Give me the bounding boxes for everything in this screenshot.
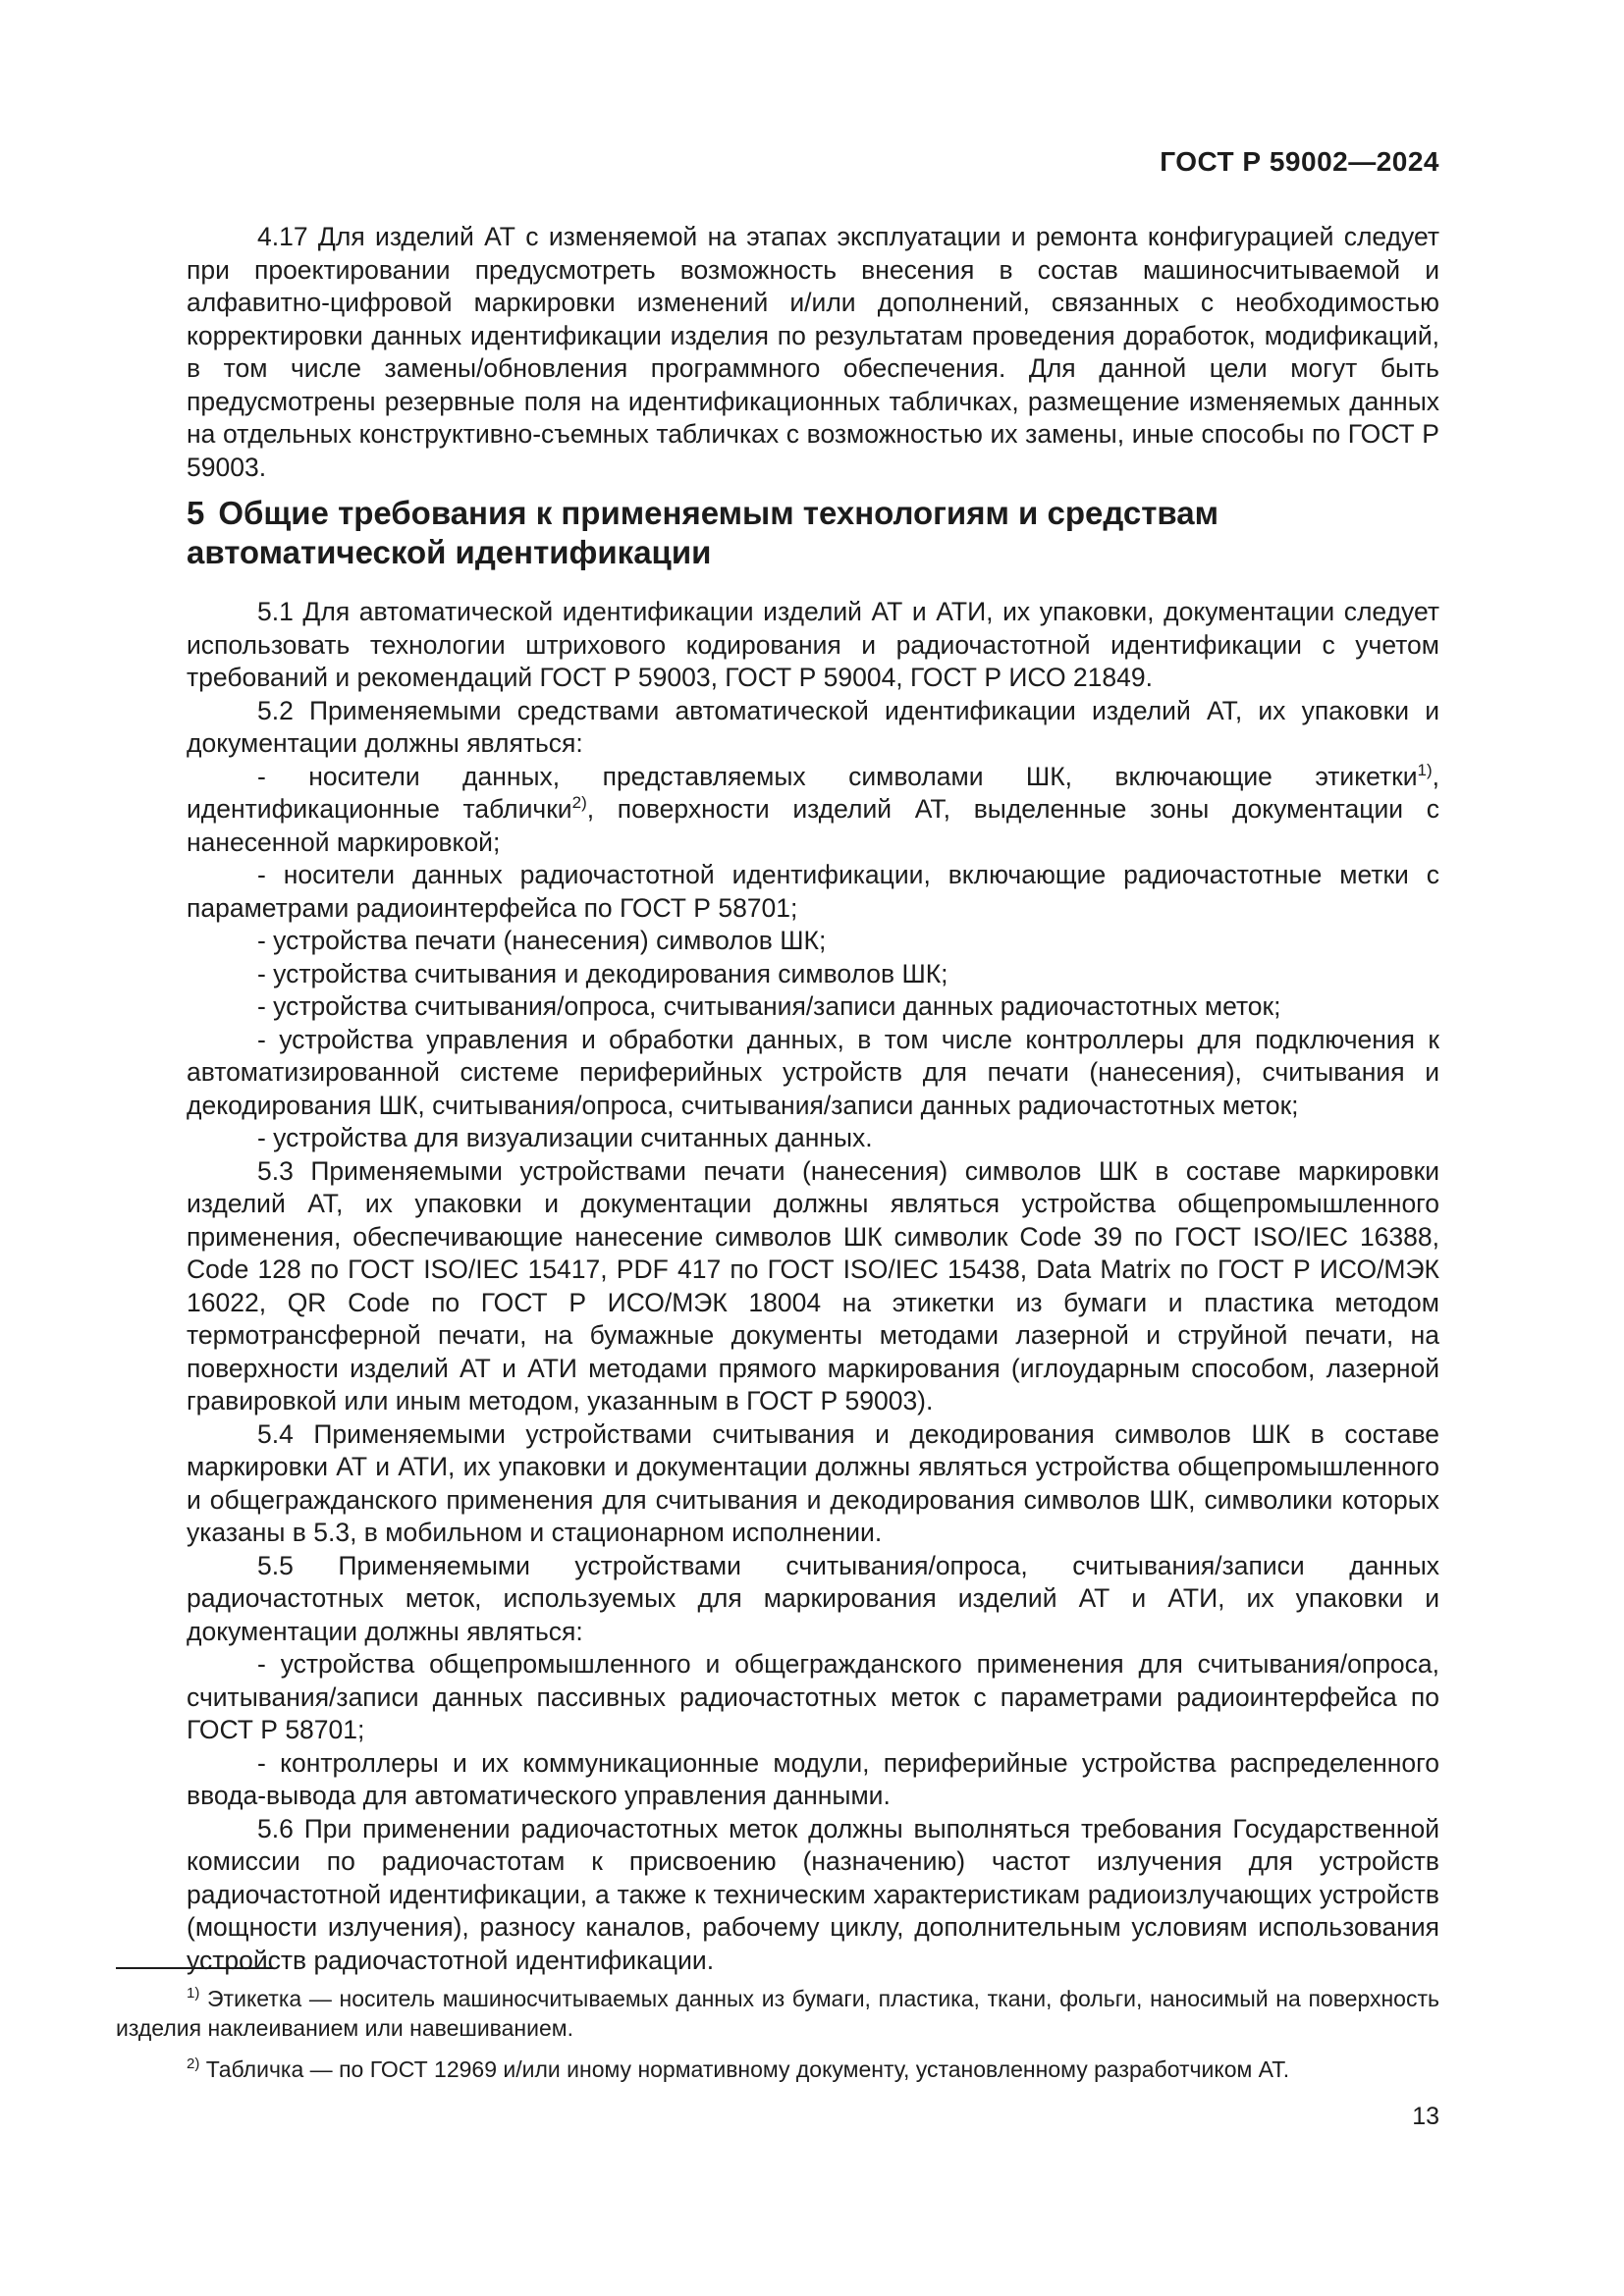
footnote-2	[116, 2055, 1439, 2084]
list-item: - носители данных, представляемых символами ШК, включающие этикетки$^{1)}$, идентификационные таблички$^{2)}$, поверхности изделий АТ, выделенные зоны документации с нанесенной маркировкой;	[187, 760, 1439, 857]
footnote-text: Этикетка — носитель машиносчитываемых данных из бумаги, пластика, ткани, фольги, наносимый на поверхность изделия наклеиванием или навешиванием.	[116, 1986, 1439, 2041]
footnote-mark: 1)	[187, 1985, 200, 2002]
section-5-heading	[187, 494, 1365, 572]
standard-header: ГОСТ Р 59002—2024	[1160, 146, 1439, 177]
list-item: - устройства печати (нанесения) символов ШК;	[257, 926, 827, 955]
section-title: Общие требования к применяемым технологиям и средствам автоматической идентификации	[187, 495, 1219, 570]
paragraph-5-5: 5.5 Применяемыми устройствами считывания/опроса, считывания/записи данных радиочастотных меток, используемых для маркирования изделий АТ и АТИ, их упаковки и документации должны являться:	[187, 1550, 1439, 1646]
paragraph-5-3: 5.3 Применяемыми устройствами печати (нанесения) символов ШК в составе маркировки изделий АТ, их упаковки и документации должны являться устройства общепромышленного применения, обеспечивающие нанесение символов ШК символик Code 39 по ГОСТ ISO/IEC 16388, Code 128 по ГОСТ ISO/IEC 15417, PDF 417 по ГОСТ ISO/IEC 15438, Data Matrix по ГОСТ Р ИСО/МЭК 16022, QR Code по ГОСТ Р ИСО/МЭК 18004 на этикетки из бумаги и пластика методом термотрансферной печати, на бумажные документы методами лазерной и струйной печати, на поверхности изделий АТ и АТИ методами прямого маркирования (иглоударным способом, лазерной гравировкой или иным методом, указанным в ГОСТ Р 59003).	[187, 1155, 1439, 1415]
paragraph-5-1: 5.1 Для автоматической идентификации изделий АТ и АТИ, их упаковки, документации следует использовать технологии штрихового кодирования и радиочастотной идентификации с учетом требований и рекомендаций ГОСТ Р 59003, ГОСТ Р 59004, ГОСТ Р ИСО 21849.	[187, 597, 1439, 692]
list-item: - устройства для визуализации считанных данных.	[257, 1123, 873, 1152]
footnote-text: Табличка — по ГОСТ 12969 и/или иному нормативному документу, установленному разработчиком АТ.	[199, 2056, 1290, 2082]
paragraph-5-4: 5.4 Применяемыми устройствами считывания и декодирования символов ШК в составе маркировки АТ и АТИ, их упаковки и документации должны являться устройства общепромышленного и общегражданского применения для считывания и декодирования символов ШК, символики которых указаны в 5.3, в мобильном и стационарном исполнении.	[187, 1418, 1439, 1547]
page-number: 13	[1412, 2103, 1439, 2130]
footnote-divider	[116, 1967, 273, 1969]
paragraph-4-17: 4.17 Для изделий АТ с изменяемой на этапах эксплуатации и ремонта конфигурацией следует при проектировании предусмотреть возможность внесения в состав машиносчитываемой и алфавитно-цифровой маркировки изменений и/или дополнений, связанных с необходимостью корректировки данных идентификации изделия по результатам проведения доработок, модификаций, в том числе замены/обновления программного обеспечения. Для данной цели могут быть предусмотрены резервные поля на идентификационных табличках, размещение изменяемых данных на отдельных конструктивно-съемных табличках с возможностью их замены, иные способы по ГОСТ Р 59003.	[187, 222, 1439, 482]
list-item: - устройства управления и обработки данных, в том числе контроллеры для подключения к автоматизированной системе периферийных устройств для печати (нанесения), считывания и декодирования ШК, считывания/опроса, считывания/записи данных радиочастотных меток;	[187, 1024, 1439, 1120]
footnotes	[116, 1984, 1439, 2096]
section-5-block	[187, 596, 1439, 1977]
list-item: - устройства считывания/опроса, считывания/записи данных радиочастотных меток;	[257, 991, 1281, 1021]
list-item: - контроллеры и их коммуникационные модули, периферийные устройства распределенного ввода-вывода для автоматического управления данными.	[187, 1747, 1439, 1810]
footnote-mark: 2)	[187, 2056, 200, 2072]
list-item: - устройства считывания и декодирования символов ШК;	[257, 958, 948, 988]
paragraph-5-6: 5.6 При применении радиочастотных меток должны выполняться требования Государственной комиссии по радиочастотам к присвоению (назначению) частот излучения для устройств радиочастотной идентификации, а также к техническим характеристикам радиоизлучающих устройств (мощности излучения), разносу каналов, рабочему циклу, дополнительным условиям использования устройств радиочастотной идентификации.	[187, 1813, 1439, 1975]
footnote-ref: 2)	[571, 793, 587, 812]
list-item: - носители данных радиочастотной идентификации, включающие радиочастотные метки с параметрами радиоинтерфейса по ГОСТ Р 58701;	[187, 860, 1439, 923]
section-4-block	[187, 221, 1439, 484]
section-number: 5	[187, 495, 205, 531]
footnote-1	[116, 1984, 1439, 2043]
paragraph-5-2: 5.2 Применяемыми средствами автоматической идентификации изделий АТ, их упаковки и документации должны являться:	[187, 695, 1439, 758]
list-item: - устройства общепромышленного и общегражданского применения для считывания/опроса, считывания/записи данных пассивных радиочастотных меток с параметрами радиоинтерфейса по ГОСТ Р 58701;	[187, 1649, 1439, 1744]
footnote-ref: 1)	[1417, 760, 1433, 779]
